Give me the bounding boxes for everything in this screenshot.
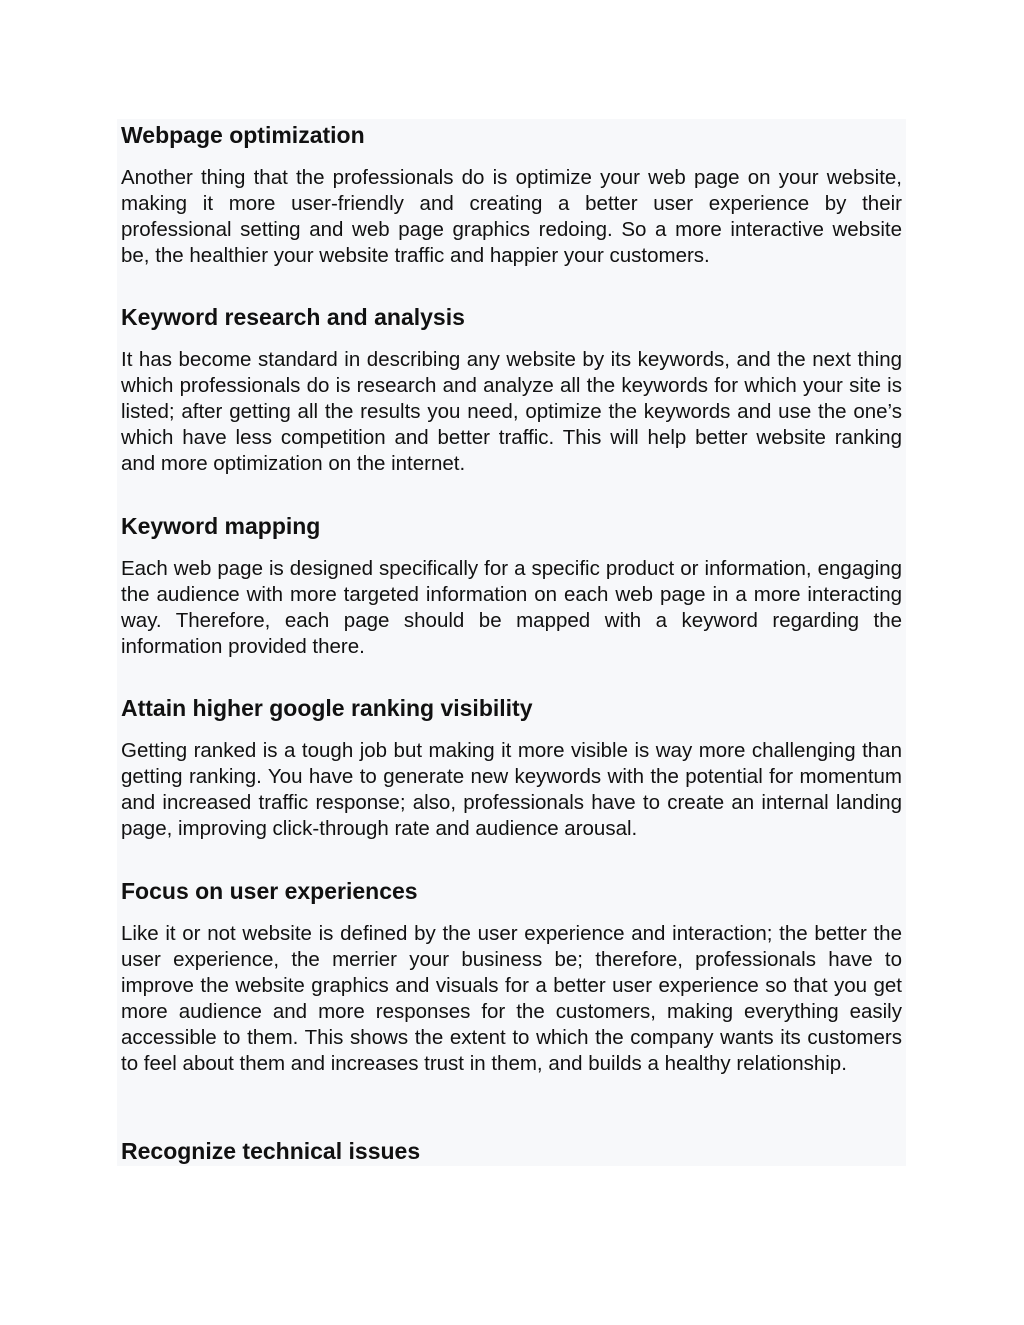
document-content <box>117 119 906 1166</box>
section-body-webpage-optimization: Another thing that the professionals do is optimize your web page on your website, making it more user-friendly and creating a better user experience by their professional setting and web page graphics redoing. So a more interactive website be, the healthier your website traffic and happier your customers. <box>121 166 902 267</box>
section-body-keyword-research: It has become standard in describing any website by its keywords, and the next thing which professionals do is research and analyze all the keywords for which your site is listed; after getting all the results you need, optimize the keywords and use the one’s which have less competition and better traffic. This will help better website ranking and more optimization on the internet. <box>121 348 902 475</box>
section-body-keyword-mapping: Each web page is designed specifically for a specific product or information, engaging the audience with more targeted information on each web page in a more interacting way. Therefore, each page should be mapped with a keyword regarding the information provided there. <box>121 557 902 658</box>
section-heading-keyword-mapping: Keyword mapping <box>121 513 321 539</box>
section-heading-technical-issues: Recognize technical issues <box>121 1138 421 1164</box>
section-body-google-ranking: Getting ranked is a tough job but making it more visible is way more challenging than getting ranking. You have to generate new keywords with the potential for momentum and increased traffic response; also, professionals have to create an internal landing page, improving click-through rate and audience arousal. <box>121 739 902 840</box>
section-body-user-experiences: Like it or not website is defined by the user experience and interaction; the better the user experience, the merrier your business be; therefore, professionals have to improve the website graphics and visuals for a better user experience so that you get more audience and more responses for the customers, making everything easily accessible to them. This shows the extent to which the company wants its customers to feel about them and increases trust in them, and builds a healthy relationship. <box>121 922 902 1075</box>
section-heading-google-ranking: Attain higher google ranking visibility <box>121 695 533 721</box>
section-heading-keyword-research: Keyword research and analysis <box>121 304 465 330</box>
section-heading-webpage-optimization: Webpage optimization <box>121 122 365 148</box>
section-heading-user-experiences: Focus on user experiences <box>121 878 418 904</box>
